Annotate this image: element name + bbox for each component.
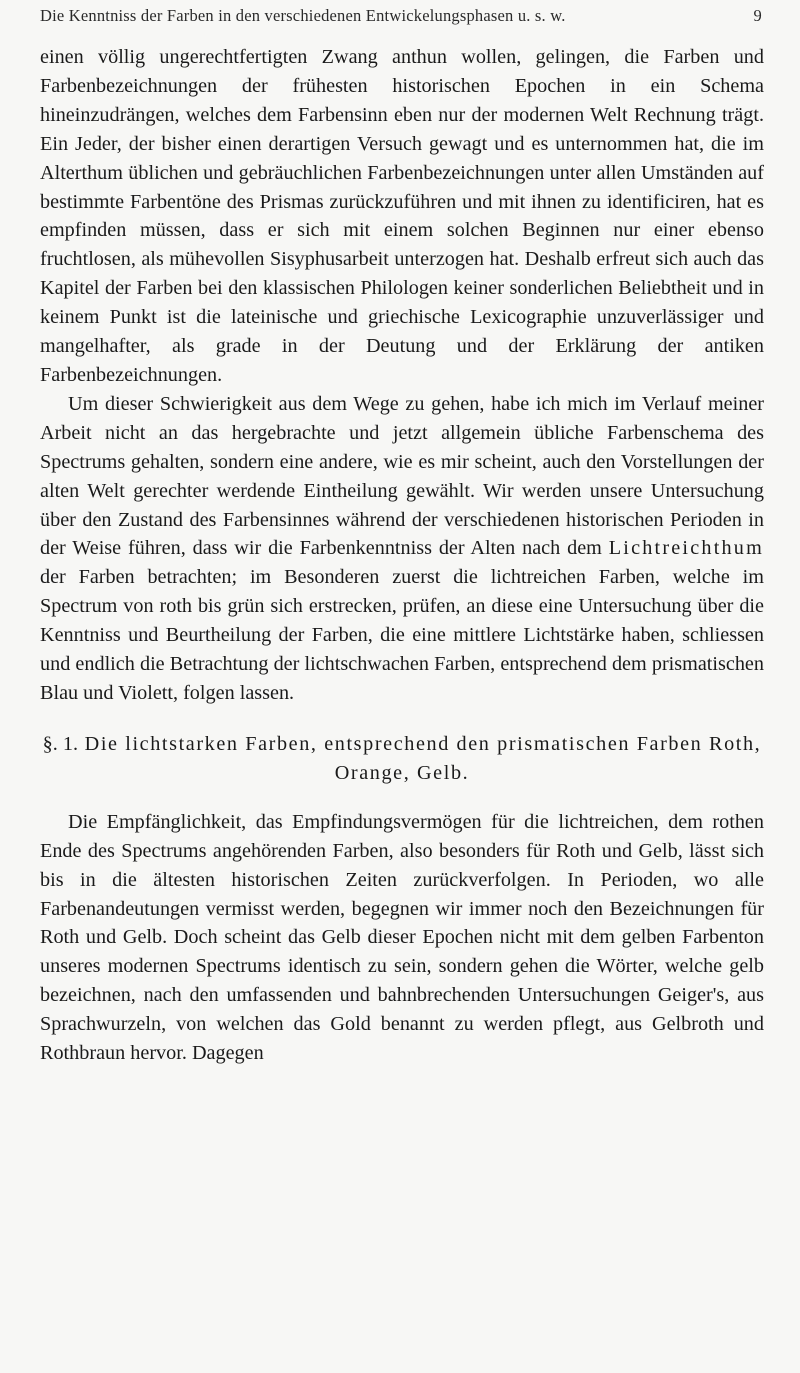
paragraph-continuation: einen völlig ungerechtfertigten Zwang anthun wollen, gelingen, die Farben und Farbenbezeichnungen der frühesten historischen Epochen in ein Schema hineinzudrängen, welches dem Farbensinn eben nur der modernen Welt Rechnung trägt. Ein Jeder, der bisher einen derartigen Versuch gewagt und es unternommen hat, die im Alterthum üblichen und gebräuchlichen Farbenbezeichnungen unter allen Umständen auf bestimmte Farbentöne des Prismas zurückzuführen und mit ihnen zu identificiren, hat es empfinden müssen, dass er sich mit einem solchen Beginnen nur einer ebenso fruchtlosen, als mühevollen Sisyphusarbeit unterzogen hat. Deshalb erfreut sich auch das Kapitel der Farben bei den klassischen Philologen keiner sonderlichen Beliebtheit und in keinem Punkt ist die lateinische und griechische Lexicographie unzuverlässiger und mangelhafter, als grade in der Deutung und der Erklärung der antiken Farbenbezeichnungen. bbox=[40, 46, 764, 386]
paragraph-method bbox=[40, 390, 764, 708]
paragraph-method-text-after: der Farben betrachten; im Besonderen zuerst die lichtreichen Farben, welche im Spectrum von roth bis grün sich erstrecken, prüfen, an diese eine Untersuchung über die Kenntniss und Beurtheilung der Farben, die eine mittlere Lichtstärke haben, schliessen und endlich die Betrachtung der lichtschwachen Farben, entsprechend dem prismatischen Blau und Violett, folgen lassen. bbox=[40, 566, 764, 704]
paragraph-method-text-before: Um dieser Schwierigkeit aus dem Wege zu gehen, habe ich mich im Verlauf meiner Arbeit nicht an das hergebrachte und jetzt allgemein übliche Farbenschema des Spectrums gehalten, sondern eine andere, wie es mir scheint, auch den Vorstellungen der alten Welt gerechter werdende Eintheilung gewählt. Wir werden unsere Untersuchung über den Zustand des Farbensinnes während der verschiedenen historischen Perioden in der Weise führen, dass wir die Farbenkenntniss der Alten nach dem bbox=[40, 392, 764, 560]
running-head-title: Die Kenntniss der Farben in den verschiedenen Entwickelungsphasen u. s. w. bbox=[40, 6, 566, 25]
emphasis-lichtreichthum: Lichtreichthum bbox=[608, 537, 764, 560]
running-head bbox=[40, 6, 764, 26]
body-text bbox=[40, 43, 764, 1068]
paragraph-section-1: Die Empfänglichkeit, das Empfindungsvermögen für die lichtreichen, dem rothen Ende des Spectrums angehörenden Farben, also besonders für Roth und Gelb, lässt sich bis in die ältesten historischen Zeiten zurückverfolgen. In Perioden, wo alle Farbenandeutungen vermisst werden, begegnen wir immer noch den Bezeichnungen für Roth und Gelb. Doch scheint das Gelb dieser Epochen nicht mit dem gelben Farbenton unseres modernen Spectrums identisch zu sein, sondern gehen die Wörter, welche gelb bezeichnen, nach den umfassenden und bahnbrechenden Untersuchungen Geiger's, aus Sprachwurzeln, von welchen das Gold benannt zu werden pflegt, aus Gelbroth und Rothbraun hervor. Dagegen bbox=[40, 810, 764, 1065]
section-number: §. 1. bbox=[42, 732, 78, 755]
section-heading bbox=[40, 730, 764, 788]
section-title: Die lichtstarken Farben, entsprechend den prismatischen Farben Roth, Orange, Gelb. bbox=[84, 732, 762, 784]
page-number: 9 bbox=[753, 6, 762, 25]
